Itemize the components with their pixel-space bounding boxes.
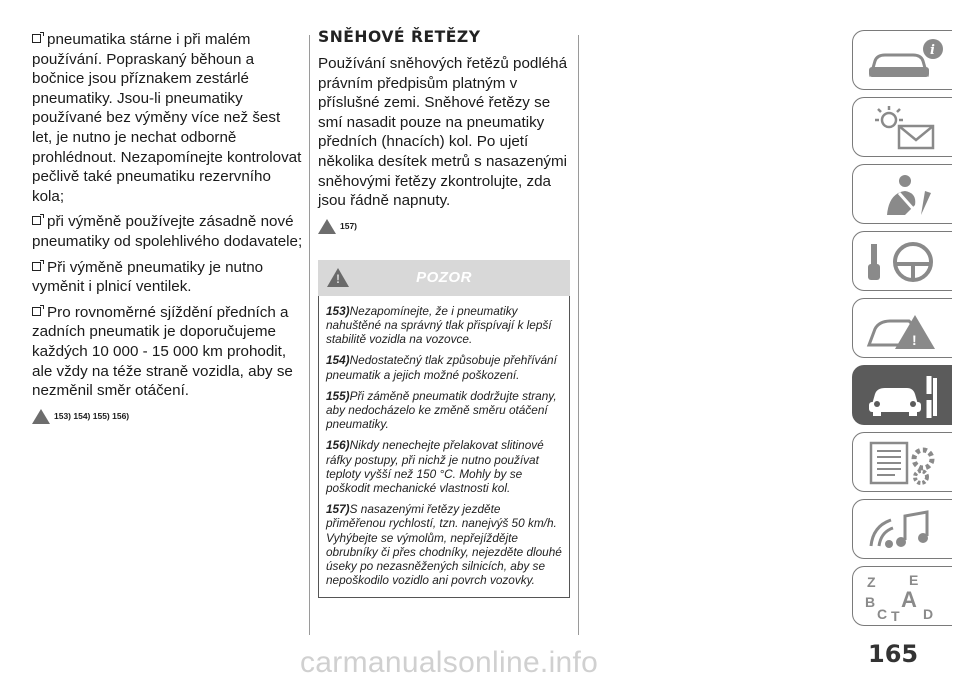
- svg-text:C: C: [877, 606, 888, 621]
- svg-text:Z: Z: [867, 574, 876, 590]
- car-maintenance-icon: [865, 372, 945, 420]
- multimedia-icon: [865, 506, 945, 554]
- tab-car-info[interactable]: [852, 30, 952, 90]
- breakdown-icon: [865, 305, 945, 353]
- key-steering-wheel-icon: [865, 238, 945, 286]
- checkbox-bullet-icon: [32, 307, 41, 316]
- tab-car-maintenance[interactable]: [852, 365, 952, 425]
- bullet-item: při výměně používejte zásadně nové pneumatiky od spolehlivého dodavatele;: [32, 213, 303, 250]
- note-ref-link[interactable]: 157): [340, 221, 358, 232]
- checkbox-bullet-icon: [32, 216, 41, 225]
- tab-technical-data[interactable]: [852, 432, 952, 492]
- index-letters-icon: [865, 573, 945, 621]
- warning-item: 155)Při záměně pneumatik dodržujte strany, aby nedocházelo ke změně směru otáčení pneumatiky.: [326, 388, 557, 432]
- tab-key-steering[interactable]: [852, 231, 952, 291]
- tab-index[interactable]: [852, 566, 952, 626]
- checkbox-bullet-icon: [32, 34, 41, 43]
- svg-text:D: D: [923, 606, 934, 621]
- bullet-item: Při výměně pneumatiky je nutno vyměnit i plnicí ventilek.: [32, 258, 264, 296]
- warning-box: [318, 296, 570, 599]
- warning-lights-icon: [865, 104, 945, 152]
- tab-warning-lights[interactable]: [852, 97, 952, 157]
- warning-ref-links[interactable]: 153) 154) 155) 156): [54, 411, 130, 422]
- warning-title: POZOR: [416, 268, 472, 286]
- checkbox-bullet-icon: [32, 262, 41, 271]
- svg-text:T: T: [891, 608, 900, 621]
- warning-triangle-icon: [318, 219, 336, 234]
- warning-item: 157)S nasazenými řetězy jezděte přiměřenou rychlostí, tzn. nanejvýš 50 km/h. Vyhýbejte se výmolům, nepřejíždějte obrubníky či přes chodníky, nejezděte dlouhé úseky po nezasněžených silnicích, aby se nepoškodilo vozidlo ani povrch vozovky.: [326, 502, 562, 588]
- section-heading: SNĚHOVÉ ŘETĚZY: [318, 28, 481, 46]
- svg-text:!: !: [912, 332, 917, 348]
- svg-text:B: B: [865, 594, 876, 610]
- column-divider: [309, 35, 310, 635]
- left-column: [32, 30, 304, 424]
- car-info-icon: [865, 37, 945, 85]
- right-column: [318, 28, 570, 598]
- chapter-tabs: [852, 30, 960, 633]
- svg-text:E: E: [909, 573, 919, 588]
- watermark: carmanualsonline.info: [300, 646, 599, 679]
- section-paragraph: Používání sněhových řetězů podléhá právním předpisům platným v příslušné zemi. Sněhové řetězy se smí nasadit pouze na pneumatiky předních (hnacích) kol. Po ujetí několika desítek metrů s nasazenými sněhovými řetězy zkontrolujte, zda jsou řádně napnuty.: [318, 55, 568, 210]
- bullet-item: pneumatika stárne i při malém používání. Popraskaný běhoun a bočnice jsou příznakem zestárlé pneumatiky. Jsou-li pneumatiky používané bez výměny více než šest let, je nutno je nechat odborně prohlédnout. Nezapomínejte kontrolovat pečlivě také pneumatiku rezervního kola;: [32, 31, 302, 205]
- warning-header: ! POZOR: [318, 260, 570, 296]
- tab-multimedia[interactable]: [852, 499, 952, 559]
- column-divider: [578, 35, 579, 635]
- tab-breakdown[interactable]: [852, 298, 952, 358]
- note-reference: [318, 219, 570, 234]
- svg-text:i: i: [930, 43, 935, 58]
- technical-data-icon: [865, 439, 945, 487]
- seatbelt-airbag-icon: [865, 171, 945, 219]
- warning-item: 153)Nezapomínejte, že i pneumatiky nahuštěné na správný tlak přispívají k lepší stabilitě vozidla na vozovce.: [326, 303, 552, 347]
- warning-triangle-icon: [32, 409, 50, 424]
- tab-seatbelt-airbag[interactable]: [852, 164, 952, 224]
- bullet-item: Pro rovnoměrné sjíždění předních a zadních pneumatik je doporučujeme každých 10 000 - 15 000 km prohodit, ale vždy na téže straně vozidla, aby se nezměnil směr otáčení.: [32, 303, 293, 400]
- warning-reference: [32, 409, 304, 424]
- svg-text:A: A: [901, 587, 917, 612]
- warning-item: 156)Nikdy nenechejte přelakovat slitinové ráfky postupy, při nichž je nutno používat teploty vyšší než 150 °C. Mohly by se poškodit mechanické vlastnosti kol.: [326, 438, 544, 495]
- page-number: 165: [868, 640, 919, 668]
- warning-item: 154)Nedostatečný tlak způsobuje přehřívání pneumatik a jejich možné poškození.: [326, 353, 557, 382]
